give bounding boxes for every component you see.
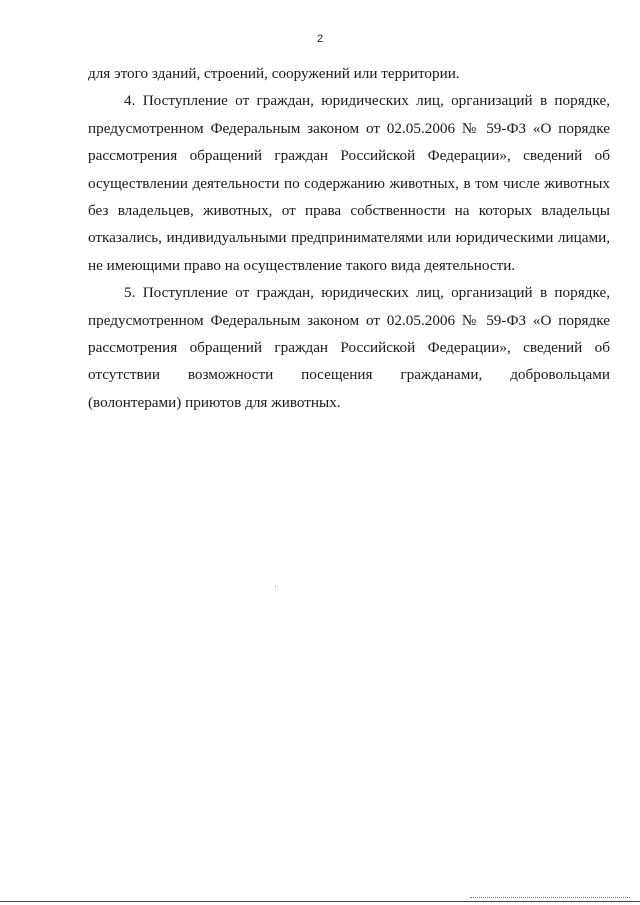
paragraph-item-4: 4. Поступление от граждан, юридических лиц, организаций в порядке, предусмотренном Федеральным законом от 02.05.2006 № 59-ФЗ «О порядке рассмотрения обращений граждан Российской Федерации», сведений об осуществлении деятельности по содержанию животных, в том числе животных без владельцев, животных, от права собственности на которых владельцы отказались, индивидуальными предпринимателями или юридическими лицами, не имеющими право на осуществление такого вида деятельности. — [88, 92, 610, 274]
paragraph-item-5: 5. Поступление от граждан, юридических лиц, организаций в порядке, предусмотренном Федеральным законом от 02.05.2006 № 59-ФЗ «О порядке рассмотрения обращений граждан Российской Федерации», сведений об отсутствии возможности посещения гражданами, добровольцами (волонтерами) приютов для животных. — [88, 284, 610, 411]
scan-edge-dotted-line — [470, 897, 630, 899]
scan-edge-line — [0, 901, 640, 902]
page-number: 2 — [316, 33, 324, 45]
scan-artifact-dot — [275, 586, 276, 587]
document-body — [88, 60, 610, 416]
paragraph-continuation: для этого зданий, строений, сооружений или территории. — [88, 65, 460, 82]
